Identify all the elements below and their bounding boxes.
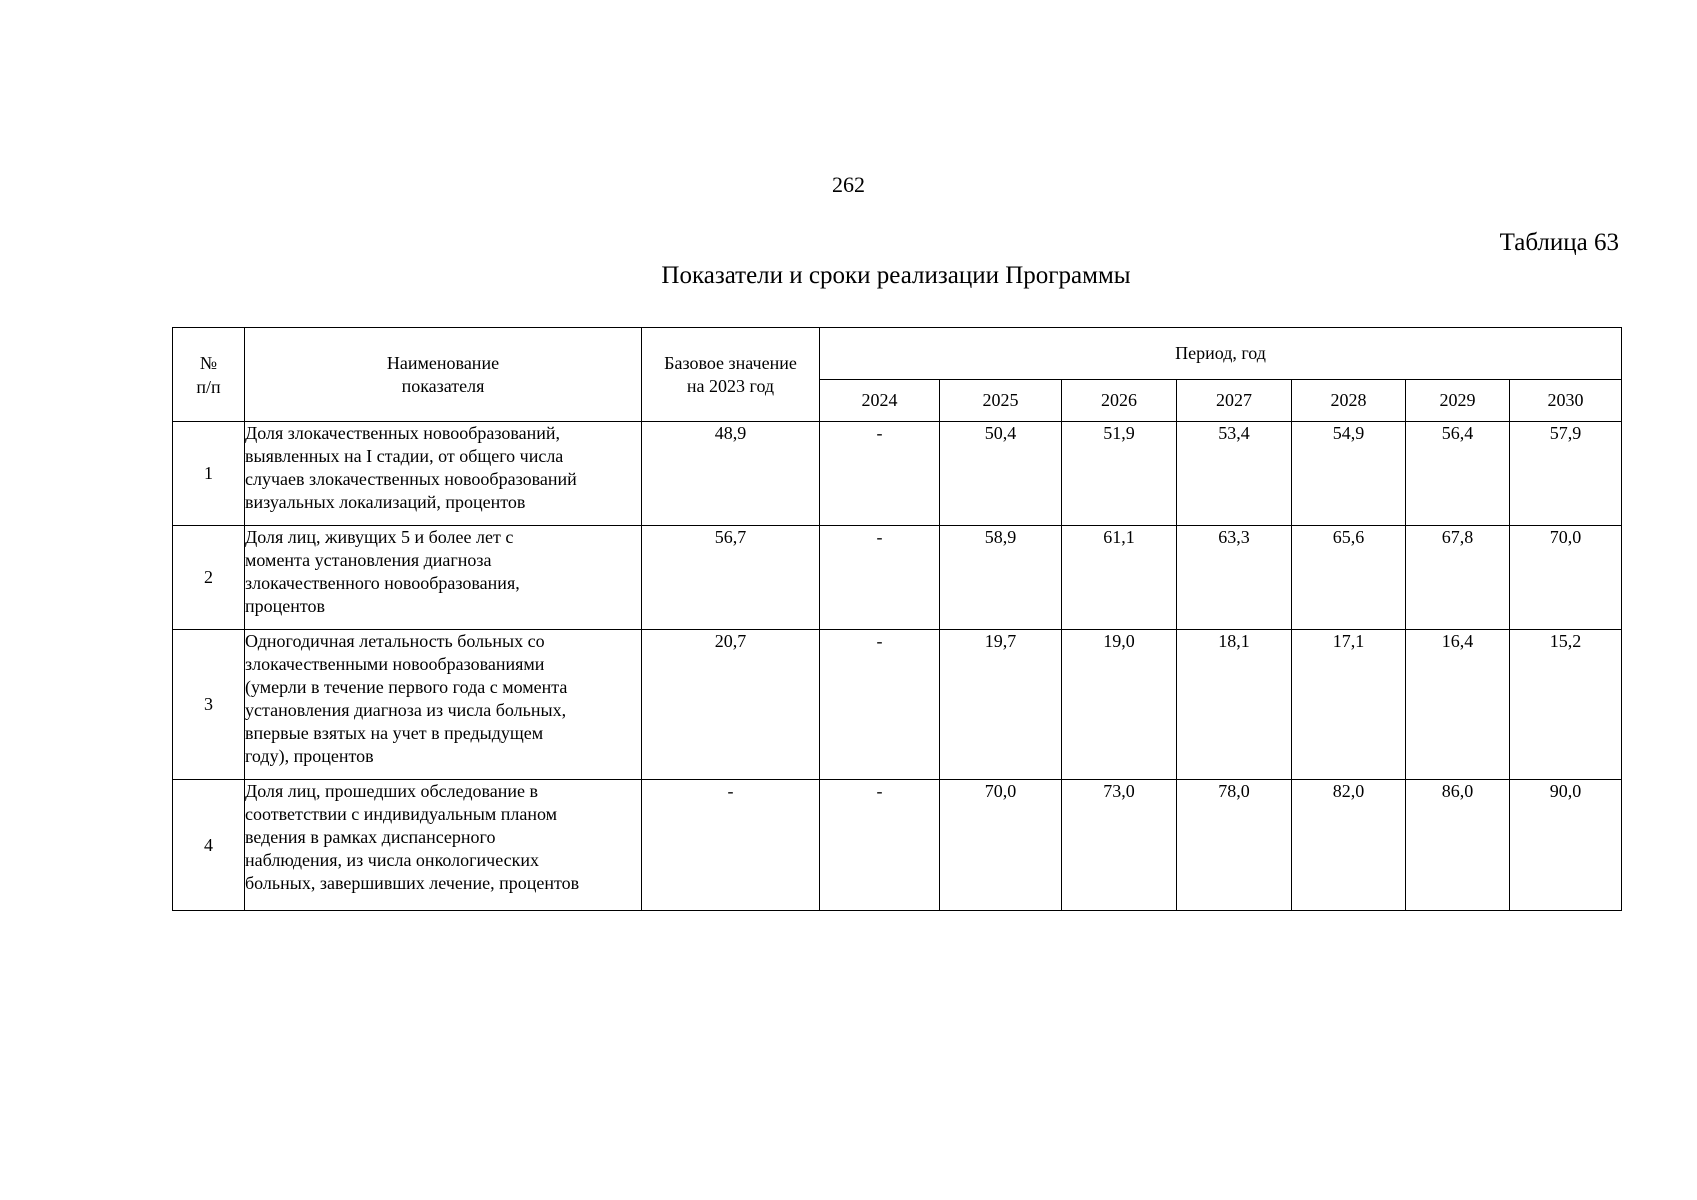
table-row [173, 422, 1622, 526]
year-value: 50,4 [940, 422, 1062, 526]
indicator-name-line: выявленных на I стадии, от общего числа [245, 446, 564, 466]
year-value: 19,0 [1062, 630, 1177, 780]
year-value: 67,8 [1406, 526, 1510, 630]
indicator-name-line: момента установления диагноза [245, 550, 492, 570]
year-value: 19,7 [940, 630, 1062, 780]
table-title: Показатели и сроки реализации Программы [661, 262, 1131, 289]
header-year: 2024 [820, 380, 940, 422]
indicators-table [172, 327, 1622, 911]
indicator-name-line: Одногодичная летальность больных со [245, 631, 545, 651]
header-year: 2029 [1406, 380, 1510, 422]
year-value: - [820, 422, 940, 526]
indicator-name-line: Доля лиц, живущих 5 и более лет с [245, 527, 514, 547]
base-value: 48,9 [642, 422, 820, 526]
table-row [173, 526, 1622, 630]
year-value: - [820, 780, 940, 911]
year-value: 90,0 [1510, 780, 1622, 911]
table-label: Таблица 63 [1499, 229, 1619, 256]
year-value: 58,9 [940, 526, 1062, 630]
year-value: 65,6 [1292, 526, 1406, 630]
indicator-name-line: установления диагноза из числа больных, [245, 700, 567, 720]
indicator-name-line: наблюдения, из числа онкологических [245, 850, 540, 870]
header-number [173, 328, 245, 422]
indicator-name-line: злокачественного новообразования, [245, 573, 520, 593]
base-value: - [642, 780, 820, 911]
year-value: 56,4 [1406, 422, 1510, 526]
indicator-name-line: (умерли в течение первого года с момента [245, 677, 568, 697]
header-indicator-name [245, 328, 642, 422]
indicator-name-line: году), процентов [245, 746, 374, 766]
indicator-name-line: злокачественными новообразованиями [245, 654, 545, 674]
table-row [173, 630, 1622, 780]
header-name-line1: Наименование [386, 352, 500, 373]
indicator-name-line: впервые взятых на учет в предыдущем [245, 723, 544, 743]
year-value: - [820, 630, 940, 780]
base-value: 56,7 [642, 526, 820, 630]
row-number: 2 [173, 526, 245, 630]
year-value: 70,0 [940, 780, 1062, 911]
year-value: 54,9 [1292, 422, 1406, 526]
year-value: 16,4 [1406, 630, 1510, 780]
indicator-name-line: Доля злокачественных новообразований, [245, 423, 561, 443]
year-value: 63,3 [1177, 526, 1292, 630]
indicator-name [245, 780, 642, 911]
year-value: 86,0 [1406, 780, 1510, 911]
year-value: 53,4 [1177, 422, 1292, 526]
indicator-name [245, 422, 642, 526]
row-number: 4 [173, 780, 245, 911]
year-value: 17,1 [1292, 630, 1406, 780]
year-value: - [820, 526, 940, 630]
header-year: 2025 [940, 380, 1062, 422]
header-year: 2026 [1062, 380, 1177, 422]
row-number: 3 [173, 630, 245, 780]
header-year: 2027 [1177, 380, 1292, 422]
header-number-line2: п/п [196, 376, 221, 397]
header-year: 2030 [1510, 380, 1622, 422]
indicator-name [245, 526, 642, 630]
indicator-name-line: Доля лиц, прошедших обследование в [245, 781, 538, 801]
year-value: 73,0 [1062, 780, 1177, 911]
header-number-line1: № [199, 352, 218, 373]
year-value: 61,1 [1062, 526, 1177, 630]
table-row [173, 780, 1622, 911]
year-value: 70,0 [1510, 526, 1622, 630]
year-value: 82,0 [1292, 780, 1406, 911]
indicator-name-line: процентов [245, 596, 326, 616]
base-value: 20,7 [642, 630, 820, 780]
year-value: 78,0 [1177, 780, 1292, 911]
header-row [173, 328, 1622, 380]
header-base-line1: Базовое значение [664, 352, 797, 373]
indicator-name [245, 630, 642, 780]
indicator-name-line: ведения в рамках диспансерного [245, 827, 496, 847]
indicator-name-line: больных, завершивших лечение, процентов [245, 873, 580, 893]
year-value: 57,9 [1510, 422, 1622, 526]
page-number: 262 [832, 172, 865, 197]
indicator-name-line: визуальных локализаций, процентов [245, 492, 526, 512]
indicator-name-line: случаев злокачественных новообразований [245, 469, 577, 489]
header-base-value [642, 328, 820, 422]
header-base-line2: на 2023 год [686, 375, 775, 396]
year-value: 18,1 [1177, 630, 1292, 780]
header-period: Период, год [820, 328, 1622, 380]
header-name-line2: показателя [401, 375, 485, 396]
year-value: 51,9 [1062, 422, 1177, 526]
row-number: 1 [173, 422, 245, 526]
header-year: 2028 [1292, 380, 1406, 422]
year-value: 15,2 [1510, 630, 1622, 780]
indicator-name-line: соответствии с индивидуальным планом [245, 804, 558, 824]
